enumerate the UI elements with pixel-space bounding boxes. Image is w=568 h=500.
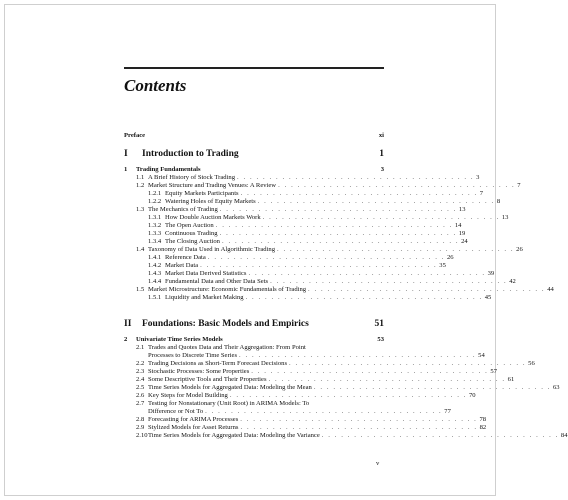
toc-title: Trading Decisions as Short-Term Forecast Decisions (148, 360, 288, 367)
toc-page: 53 (377, 336, 384, 343)
toc-title: Trades and Quotes Data and Their Aggregation: From Point (148, 344, 306, 351)
toc-entry[interactable] (124, 214, 509, 222)
toc-page: 13 (501, 214, 509, 221)
toc-entry[interactable] (124, 376, 515, 384)
toc-num: 1.2.2 (148, 198, 162, 205)
toc-page: 19 (458, 230, 466, 237)
toc-page: 39 (487, 270, 495, 277)
toc-page: 7 (479, 190, 484, 197)
dot-leader: . . . . . . . . . . . . . . . . . . . . . . . . . . . . . . . . . . . . . (313, 384, 551, 391)
page-number: v (376, 460, 380, 467)
toc-page: 56 (528, 360, 535, 367)
toc-num: 1.3.3 (148, 230, 162, 237)
dot-leader: . . . . . . . . . . . . . . . . . . . . . . . . . . . . . . . . . . . . . (278, 182, 516, 189)
toc-page: 57 (490, 368, 498, 375)
toc-part-2[interactable] (124, 318, 384, 330)
toc-num: 1.5.1 (148, 294, 162, 301)
toc-title: Watering Holes of Equity Markets (165, 198, 256, 205)
toc-page: 63 (552, 384, 560, 391)
toc-num: 2.7 (136, 400, 145, 407)
toc-entry-continued[interactable] (124, 408, 451, 416)
toc-page: 8 (496, 198, 501, 205)
dot-leader: . . . . . . . . . . . . . . . . . . . . . . . . . . . . . . . . . . . . . (251, 368, 489, 375)
dot-leader: . . . . . . . . . . . . . . . . . . . . . . . . . . . . . . . . . . . . . (207, 254, 445, 261)
toc-num: 1.4.2 (148, 262, 162, 269)
dot-leader: . . . . . . . . . . . . . . . . . . . . . . . . . . . . . . . . . . . . . (240, 424, 478, 431)
toc-entry[interactable] (124, 174, 480, 182)
toc-num: II (124, 319, 132, 329)
toc-title: Fundamental Data and Other Data Sets (165, 278, 269, 285)
dot-leader: . . . . . . . . . . . . . . . . . . . . . . . . . . . . . . . . . . . . . (277, 246, 515, 253)
toc-chapter-1[interactable] (124, 166, 384, 174)
dot-leader: . . . . . . . . . . . . . . . . . . . . . . . . . . . . . . . . . . . . . (270, 278, 508, 285)
toc-entry[interactable] (124, 392, 476, 400)
toc-title: Market Data (165, 262, 199, 269)
toc-page: 13 (458, 206, 466, 213)
toc-title: Market Microstructure: Economic Fundamentals of Trading (148, 286, 307, 293)
toc-title: Introduction to Trading (142, 149, 239, 159)
toc-page: 70 (469, 392, 476, 399)
toc-page: 61 (507, 376, 515, 383)
toc-page: 7 (517, 182, 521, 189)
toc-num: 1.3.1 (148, 214, 162, 221)
toc-title: Key Steps for Model Building (148, 392, 228, 399)
contents-heading: Contents (124, 76, 187, 95)
toc-entry[interactable] (124, 246, 523, 254)
toc-page: 26 (516, 246, 523, 253)
toc-entry[interactable] (124, 294, 492, 302)
toc-title: Preface (124, 132, 146, 139)
toc-num: 1.2 (136, 182, 145, 189)
toc-title: Continuous Trading (165, 230, 218, 237)
toc-num: 1.2.1 (148, 190, 162, 197)
dot-leader: . . . . . . . . . . . . . . . . . . . . . . . . . . . . . . . . . . . . . (240, 190, 478, 197)
dot-leader: . . . . . . . . . . . . . . . . . . . . . . . . . . . . . . . . . . . . . (321, 432, 559, 439)
toc-num: 1.3.4 (148, 238, 162, 245)
toc-num: 1.4.1 (148, 254, 162, 261)
toc-title: Reference Data (165, 254, 206, 261)
toc-num: 2 (124, 336, 128, 343)
toc-entry[interactable] (124, 286, 554, 294)
toc-title: Stylized Models for Asset Returns (148, 424, 239, 431)
toc-page: 3 (476, 174, 480, 181)
toc-entry[interactable] (124, 182, 521, 190)
toc-num: 1.3 (136, 206, 145, 213)
toc-num: 1 (124, 166, 128, 173)
toc-title: Market Structure and Trading Venues: A Review (148, 182, 277, 189)
toc-entry-continued[interactable] (124, 352, 485, 360)
toc-num: 1.3.2 (148, 222, 162, 229)
toc-title: Difference or Not To (148, 408, 204, 415)
toc-page: 84 (560, 432, 568, 439)
toc-page: 51 (374, 319, 384, 329)
toc-entry[interactable] (124, 238, 468, 246)
toc-entry[interactable] (124, 254, 454, 262)
toc-num: 2.6 (136, 392, 145, 399)
toc-entry[interactable] (124, 368, 498, 376)
toc-title: Taxonomy of Data Used in Algorithmic Trading (148, 246, 276, 253)
toc-page: 35 (439, 262, 446, 269)
toc-title: Time Series Models for Aggregated Data: Modeling the Variance (148, 432, 320, 439)
toc-num: 2.10 (136, 432, 148, 439)
toc-page: 44 (547, 286, 554, 293)
toc-page: 1 (379, 149, 384, 159)
toc-num: 2.5 (136, 384, 145, 391)
toc-part-1[interactable] (124, 148, 384, 160)
toc-entry[interactable] (124, 270, 495, 278)
toc-page: 77 (444, 408, 451, 415)
toc-entry[interactable] (124, 416, 487, 424)
toc-num: 2.8 (136, 416, 145, 423)
toc-num: 2.3 (136, 368, 145, 375)
dot-leader: . . . . . . . . . . . . . . . . . . . . . . . . . . . . . . . . . . . . . (245, 294, 483, 301)
heading-rule (124, 67, 384, 69)
toc-page: 78 (479, 416, 487, 423)
toc-title: Processes to Discrete Time Series (148, 352, 238, 359)
toc-title: The Open Auction (165, 222, 214, 229)
dot-leader: . . . . . . . . . . . . . . . . . . . . . . . . . . . . . . . . . . . . . (248, 270, 486, 277)
dot-leader: . . . . . . . . . . . . . . . . . . . . . . . . . . . . . . . . . . . . . (268, 376, 506, 383)
dot-leader: . . . . . . . . . . . . . . . . . . . . . . . . . . . . . . . . . . . . . (262, 214, 500, 221)
toc-title: Equity Markets Participants (165, 190, 239, 197)
dot-leader: . . . . . . . . . . . . . . . . . . . . . . . . . . . . . . . . . . . . . (289, 360, 527, 367)
toc-entry[interactable] (124, 262, 446, 270)
toc-page: xi (378, 132, 384, 139)
toc-page: 14 (454, 222, 462, 229)
toc-page: 54 (478, 352, 485, 359)
toc-page: 42 (509, 278, 516, 285)
toc-page: 26 (446, 254, 454, 261)
toc-entry[interactable] (124, 424, 487, 432)
toc-entry[interactable] (124, 230, 466, 238)
toc-page: 82 (479, 424, 487, 431)
toc-title: Foundations: Basic Models and Empirics (142, 319, 309, 329)
toc-title: Market Data Derived Statistics (165, 270, 247, 277)
toc-title: Stochastic Processes: Some Properties (148, 368, 250, 375)
toc-title: Some Descriptive Tools and Their Properties (148, 376, 267, 383)
toc-page: 45 (484, 294, 492, 301)
dot-leader: . . . . . . . . . . . . . . . . . . . . . . . . . . . . . . . . . . . . . (200, 262, 438, 269)
toc-title: Liquidity and Market Making (165, 294, 244, 301)
dot-leader: . . . . . . . . . . . . . . . . . . . . . . . . . . . . . . . . . . . . . (219, 230, 457, 237)
toc-num: 1.4 (136, 246, 145, 253)
toc-entry[interactable] (124, 190, 484, 198)
dot-leader: . . . . . . . . . . . . . . . . . . . . . . . . . . . . . . . . . . . . . (219, 206, 457, 213)
dot-leader: . . . . . . . . . . . . . . . . . . . . . . . . . . . . . . . . . . . . . (240, 416, 478, 423)
toc-title: Testing for Nonstationary (Unit Root) in ARIMA Models: To (148, 400, 310, 407)
toc-title: A Brief History of Stock Trading (148, 174, 236, 181)
toc-entry[interactable] (124, 432, 568, 440)
toc-title: Univariate Time Series Models (136, 336, 223, 343)
toc-entry[interactable] (124, 384, 560, 392)
toc-num: 2.4 (136, 376, 145, 383)
toc-num: 1.4.4 (148, 278, 162, 285)
toc-num: 2.1 (136, 344, 145, 351)
toc-title: The Closing Auction (165, 238, 220, 245)
toc-title: The Mechanics of Trading (148, 206, 218, 213)
dot-leader: . . . . . . . . . . . . . . . . . . . . . . . . . . . . . . . . . . . . . (205, 408, 443, 415)
toc-page: 24 (461, 238, 468, 245)
toc-entry[interactable] (124, 198, 501, 206)
toc-title: How Double Auction Markets Work (165, 214, 261, 221)
toc-entry[interactable] (124, 344, 384, 352)
toc-num: 1.4.3 (148, 270, 162, 277)
toc-preface[interactable] (124, 132, 384, 140)
toc-num: 1.5 (136, 286, 145, 293)
dot-leader: . . . . . . . . . . . . . . . . . . . . . . . . . . . . . . . . . . . . . (237, 174, 475, 181)
toc-entry[interactable] (124, 206, 466, 214)
toc-entry[interactable] (124, 222, 462, 230)
dot-leader: . . . . . . . . . . . . . . . . . . . . . . . . . . . . . . . . . . . . . (215, 222, 453, 229)
toc-title: Trading Fundamentals (136, 166, 201, 173)
dot-leader: . . . . . . . . . . . . . . . . . . . . . . . . . . . . . . . . . . . . . (229, 392, 467, 399)
toc-title: Time Series Models for Aggregated Data: Modeling the Mean (148, 384, 312, 391)
toc-title: Forecasting for ARIMA Processes (148, 416, 239, 423)
toc-num: 2.9 (136, 424, 145, 431)
dot-leader: . . . . . . . . . . . . . . . . . . . . . . . . . . . . . . . . . . . . . (308, 286, 546, 293)
toc-num: 1.1 (136, 174, 145, 181)
dot-leader: . . . . . . . . . . . . . . . . . . . . . . . . . . . . . . . . . . . . . (221, 238, 460, 245)
toc-entry[interactable] (124, 400, 384, 408)
dot-leader: . . . . . . . . . . . . . . . . . . . . . . . . . . . . . . . . . . . . . (257, 198, 495, 205)
dot-leader: . . . . . . . . . . . . . . . . . . . . . . . . . . . . . . . . . . . . . (239, 352, 477, 359)
toc-entry[interactable] (124, 278, 516, 286)
toc-page: 3 (380, 166, 384, 173)
toc-num: I (124, 149, 128, 159)
toc-chapter-2[interactable] (124, 336, 384, 344)
toc-entry[interactable] (124, 360, 535, 368)
toc-num: 2.2 (136, 360, 145, 367)
